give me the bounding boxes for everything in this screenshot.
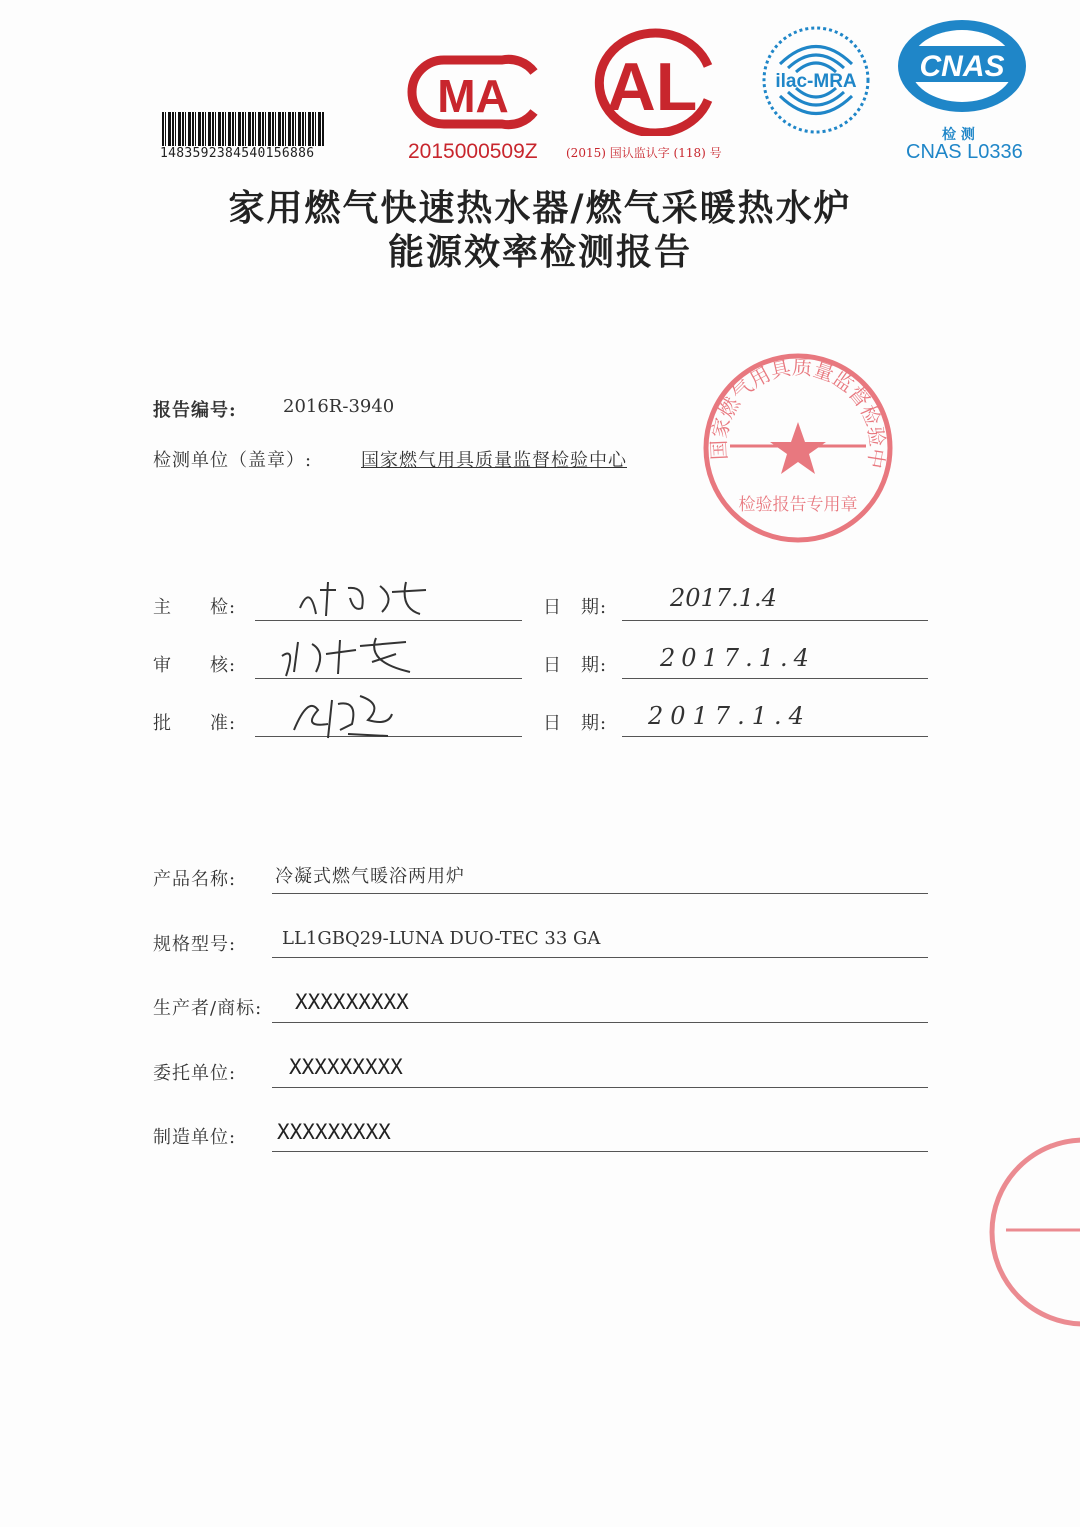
model-value: LL1GBQ29-LUNA DUO-TEC 33 GA	[282, 928, 601, 949]
product-name-line	[272, 893, 928, 894]
report-title-line1: 家用燃气快速热水器/燃气采暖热水炉	[228, 187, 852, 229]
producer-value: XXXXXXXXX	[295, 990, 409, 1014]
cal-logo	[590, 28, 718, 136]
product-name-label: 产品名称:	[153, 869, 237, 890]
stamp-text: 国家燃气用具质量监督检验中	[706, 354, 890, 471]
svg-text:MA: MA	[437, 70, 509, 122]
official-stamp	[700, 350, 896, 546]
stamp-bottom-text: 检验报告专用章	[738, 495, 858, 515]
manufacturer-line	[272, 1151, 928, 1152]
svg-text:ilac-MRA: ilac-MRA	[775, 71, 857, 92]
reviewer-date-line	[622, 678, 928, 679]
producer-label: 生产者/商标:	[153, 998, 263, 1019]
inspector-date-label: 日 期:	[543, 597, 608, 618]
manufacturer-value: XXXXXXXXX	[277, 1120, 391, 1144]
reviewer-signature	[276, 632, 416, 682]
ilac-mra-logo	[760, 24, 872, 136]
cnas-logo	[892, 16, 1032, 116]
cma-number: 2015000509Z	[408, 140, 538, 163]
manufacturer-label: 制造单位:	[153, 1127, 237, 1148]
barcode-number: 1483592384540156886	[160, 146, 315, 161]
approver-signature	[288, 690, 398, 742]
producer-line	[272, 1022, 928, 1023]
inspector-date: 2017.1.4	[670, 584, 777, 612]
reviewer-date-label: 日 期:	[543, 655, 608, 676]
inspector-label: 主 检:	[153, 597, 237, 618]
cma-logo	[404, 52, 542, 132]
report-number: 2016R-3940	[283, 396, 395, 417]
client-line	[272, 1087, 928, 1088]
edge-stamp	[986, 1134, 1080, 1330]
inspector-line	[255, 620, 522, 621]
model-label: 规格型号:	[153, 934, 237, 955]
testing-unit-label: 检测单位（盖章）:	[153, 450, 313, 471]
product-name: 冷凝式燃气暖浴两用炉	[275, 866, 465, 887]
cal-number: (2015) 国认监认字 (118) 号	[566, 146, 722, 160]
approver-label: 批 准:	[153, 713, 237, 734]
report-number-label: 报告编号:	[153, 400, 237, 421]
inspector-signature	[296, 578, 436, 620]
svg-text:AL: AL	[606, 49, 698, 125]
cnas-number: CNAS L0336	[906, 141, 1023, 163]
client-value: XXXXXXXXX	[289, 1055, 403, 1079]
report-title-line2: 能源效率检测报告	[387, 231, 692, 273]
approver-date-line	[622, 736, 928, 737]
inspector-date-line	[622, 620, 928, 621]
svg-text:CNAS: CNAS	[919, 50, 1005, 83]
approver-date: 2017.1.4	[648, 702, 811, 730]
barcode	[162, 112, 324, 146]
approver-date-label: 日 期:	[543, 713, 608, 734]
cnas-sub: 检 测	[942, 127, 975, 143]
testing-unit: 国家燃气用具质量监督检验中心	[361, 450, 627, 471]
client-label: 委托单位:	[153, 1063, 237, 1084]
reviewer-date: 2017.1.4	[660, 644, 815, 672]
reviewer-label: 审 核:	[153, 655, 237, 676]
model-line	[272, 957, 928, 958]
